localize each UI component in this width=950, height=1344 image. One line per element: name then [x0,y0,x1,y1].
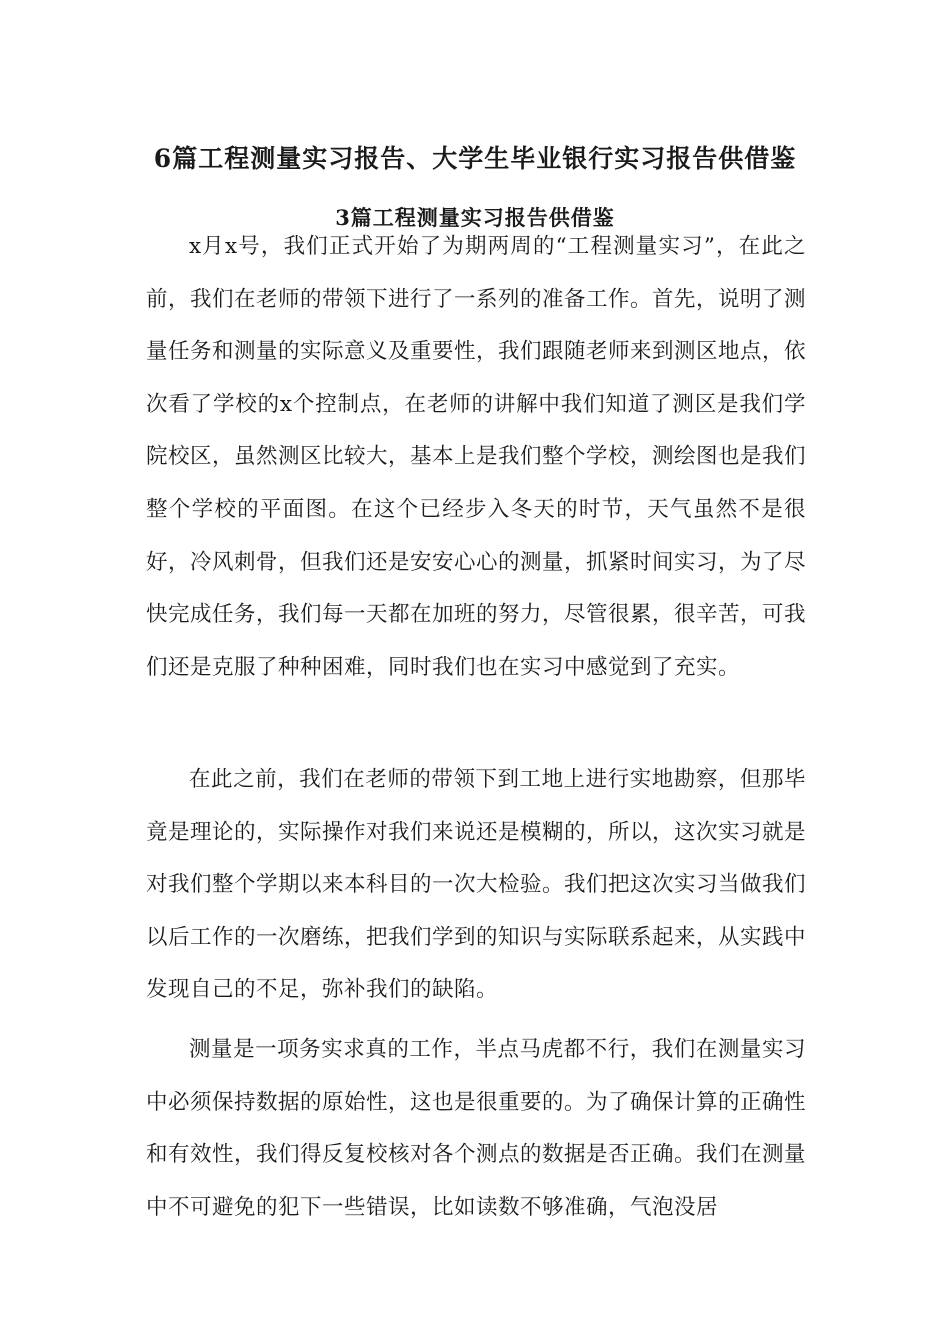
document-body-3 [146,1024,806,1234]
document-body-2 [146,754,806,1017]
document-subtitle: 3篇工程测量实习报告供借鉴 [335,205,615,230]
paragraph-3: 测量是一项务实求真的工作，半点马虎都不行，我们在测量实习中必须保持数据的原始性，这也是很重要的。为了确保计算的正确性和有效性，我们得反复校核对各个测点的数据是否正确。我们在测量中不可避免的犯下一些错误，比如读数不够准确，气泡没居 [146,1037,807,1220]
paragraph-1: x月x号，我们正式开始了为期两周的“工程测量实习”，在此之前，我们在老师的带领下进行了一系列的准备工作。首先，说明了测量任务和测量的实际意义及重要性，我们跟随老师来到测区地点，依次看了学校的x个控制点，在老师的讲解中我们知道了测区是我们学院校区，虽然测区比较大，基本上是我们整个学校，测绘图也是我们整个学校的平面图。在这个已经步入冬天的时节，天气虽然不是很好，冷风刺骨，但我们还是安安心心的测量，抓紧时间实习，为了尽快完成任务，我们每一天都在加班的努力，尽管很累，很辛苦，可我们还是克服了种种困难，同时我们也在实习中感觉到了充实。 [146,234,807,680]
paragraph-2: 在此之前，我们在老师的带领下到工地上进行实地勘察，但那毕竟是理论的，实际操作对我们来说还是模糊的，所以，这次实习就是对我们整个学期以来本科目的一次大检验。我们把这次实习当做我们以后工作的一次磨练，把我们学到的知识与实际联系起来，从实践中发现自己的不足，弥补我们的缺陷。 [146,767,807,1003]
document-title: 6篇工程测量实习报告、大学生毕业银行实习报告供借鉴 [153,144,797,173]
document-body [146,221,806,694]
